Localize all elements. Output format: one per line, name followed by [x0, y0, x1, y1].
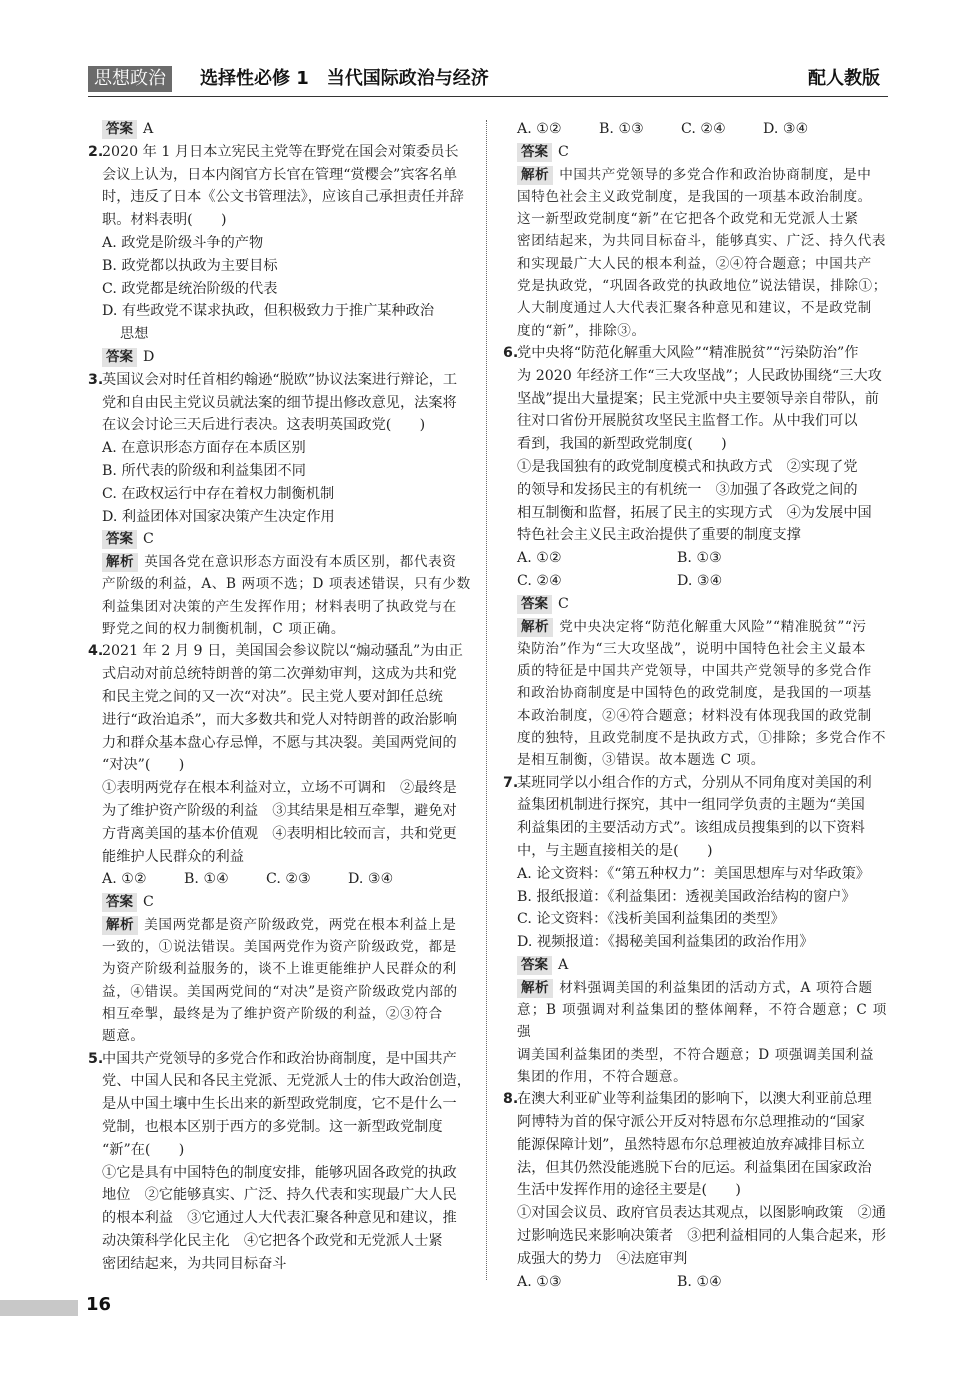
option: C. 论文资料：《浅析美国利益集团的类型》 — [517, 911, 785, 928]
option: B. 政党都以执政为主要目标 — [102, 257, 278, 274]
option: C. 政党都是统治阶级的代表 — [102, 280, 278, 297]
answer-q4: 答案 C — [88, 891, 472, 914]
answer-q3: 答案 C — [88, 528, 472, 551]
answer-q2: 答案 D — [88, 346, 472, 369]
column-divider — [486, 120, 487, 1280]
analysis-q5: 解析 中国共产党领导的多党合作和政治协商制度，是中 国特色社会主义政党制度，是我国的一项基本政治制度。 这一新型政党制度“新”在它把各个政党和无党派人士紧 密团结起来，为共同目标奋斗，能够真实、广泛、持久代表 和实现最广大人民的根本利益，②④符合题意；中国共产 党是执政党，“巩固各政党的执政地位”说法错误，排除①； 人大制度通过人大代表汇聚各种意见和建议，不是政党制 度的“新”，排除③。 — [517, 166, 887, 339]
question-2: 2. 2020 年 1 月日本立宪民主党等在野党在国会对策委员长 会议上认为，日本内阁官方长官在管理“赏樱会”宾客名单 时，违反了日本《公文书管理法》，应该自己承担责任并辞 职。材料表明( ) — [88, 143, 464, 229]
answer-q1: 答案 A — [88, 118, 472, 141]
analysis-q7: 解析 材料强调美国的利益集团的活动方式，A 项符合题 意；B 项强调对利益集团的整体阐释，不符合题意；C 项强 调美国利益集团的类型，不符合题意；D 项强调美国利益 集团的作用，不符合题意。 — [517, 979, 887, 1085]
statements-q6: ①是我国独有的政党制度模式和执政方式 ②实现了党 的领导和发扬民主的有机统一 ③加强了各政党之间的 相互制衡和监督，拓展了民主的实现方式 ④为发展中国 特色社会主义民主政治提供了重要的制度支撑 — [517, 458, 872, 544]
option-continued: 思想 — [120, 326, 149, 343]
options-q5: A. ①② B. ①③ C. ②④ D. ③④ — [517, 121, 809, 137]
right-column — [503, 118, 887, 1293]
option: B. 所代表的阶级和利益集团不同 — [102, 462, 306, 479]
footer-bar — [0, 1300, 78, 1316]
options-q6-row2: C. ②④ D. ③④ — [517, 572, 723, 589]
left-column — [88, 118, 472, 1276]
option: D. 视频报道：《揭秘美国利益集团的政治作用》 — [517, 934, 814, 951]
options-q8: A. ①③ B. ①④ — [517, 1273, 722, 1290]
answer-q6: 答案 C — [503, 593, 887, 616]
question-8: 8. 在澳大利亚矿业等利益集团的影响下，以澳大利亚前总理 阿博特为首的保守派公开反对特恩布尔总理推动的“国家 能源保障计划”，虽然特恩布尔总理被迫放弃减排目标立 法，但其仍然没能逃脱下台的厄运。利益集团在国家政治 生活中发挥作用的途径主要是( ) — [503, 1091, 872, 1199]
subject-badge: 思想政治 — [88, 66, 172, 92]
option: D. 有些政党不谋求执政，但积极致力于推广某种政治 — [102, 303, 435, 320]
analysis-q6: 解析 党中央决定将“防范化解重大风险”“精准脱贫”“污 染防治”作为“三大攻坚战”，说明中国特色社会主义最本 质的特征是中国共产党领导，中国共产党领导的多党合作 和政治协商制度是中国特色的政党制度，是我国的一项基 本政治制度，②④符合题意；材料没有体现我国的政党制 度的独特，且政党制度不是执政方式，①排除；多党合作不 是相互制衡，③错误。故本题选 C 项。 — [517, 618, 887, 769]
option: A. 论文资料：《“第五种权力”：美国思想库与对华政策》 — [517, 865, 870, 882]
book-title: 选择性必修 1 当代国际政治与经济 — [200, 68, 489, 89]
question-6: 6. 党中央将“防范化解重大风险”“精准脱贫”“污染防治”作 为 2020 年经济工作“三大攻坚战”；人民政协围绕“三大攻 坚战”提出大量提案；民主党派中央主要领导亲自带队，前 往对口省份开展脱贫攻坚民主监督工作。从中我们可以 看到，我国的新型政党制度( ) — [503, 344, 882, 453]
question-5: 5. 中国共产党领导的多党合作和政治协商制度，是中国共产 党、中国人民和各民主党派、无党派人士的伟大政治创造， 是从中国土壤中生长出来的新型政党制度，它不是什么一 党制，也根本区别于西方的多党制。这一新型政党制度 “新”在( ) — [88, 1050, 471, 1158]
options-q6-row1: A. ①② B. ①③ — [517, 550, 722, 567]
option: A. 在意识形态方面存在本质区别 — [102, 440, 306, 457]
analysis-q4: 解析 美国两党都是资产阶级政党，两党在根本利益上是 一致的，①说法错误。美国两党作为资产阶级政党，都是 为资产阶级利益服务的，谈不上谁更能维护人民群众的利 益，④错误。美国两党间的“对决”是资产阶级政党内部的 相互牵掣，最终是为了维护资产阶级的利益，②③符合 题意。 — [102, 916, 458, 1045]
statements-q8: ①对国会议员、政府官员表达其观点，以图影响政策 ②通 过影响选民来影响决策者 ③把利益相同的人集合起来，形 成强大的势力 ④法庭审判 — [517, 1205, 886, 1267]
option: D. 利益团体对国家决策产生决定作用 — [102, 508, 335, 525]
edition-label: 配人教版 — [808, 68, 880, 89]
option: B. 报纸报道：《利益集团：透视美国政治结构的窗户》 — [517, 888, 856, 905]
page-header — [88, 66, 888, 97]
statements-q4: ①表明两党存在根本利益对立，立场不可调和 ②最终是 为了维护资产阶级的利益 ③其结果是相互牵掣，避免对 方背离美国的基本价值观 ④表明相比较而言，共和党更 能维护人民群众的利益 — [102, 780, 457, 865]
page-number: 16 — [86, 1294, 112, 1315]
question-4: 4. 2021 年 2 月 9 日，美国国会参议院以“煽动骚乱”为由正 式启动对前总统特朗普的第二次弹劾审判，这成为共和党 和民主党之间的又一次“对决”。民主党人要对卸任总统 进行“政治追杀”，而大多数共和党人对特朗普的政治影响 力和群众基本盘心存忌惮，不愿与其决裂。美国两党间的 “对决”( ) — [88, 643, 463, 774]
options-q4: A. ①② B. ①④ C. ②③ D. ③④ — [102, 871, 394, 888]
analysis-q3: 解析 英国各党在意识形态方面没有本质区别，都代表资 产阶级的利益，A、B 两项不选；D 项表述错误，只有少数 利益集团对决策的产生发挥作用；材料表明了执政党与在 野党之间的权力制衡机制，C 项正确。 — [102, 554, 471, 638]
question-3: 3. 英国议会对时任首相约翰逊“脱欧”协议法案进行辩论，工 党和自由民主党议员就法案的细节提出修改意见，法案将 在议会讨论三天后进行表决。这表明英国政党( ) — [88, 371, 458, 434]
question-7: 7. 某班同学以小组合作的方式，分别从不同角度对美国的利 益集团机制进行探究，其中一组同学负责的主题为“美国 利益集团的主要活动方式”。该组成员搜集到的以下资料 中，与主题直接相关的是( ) — [503, 774, 872, 859]
option: C. 在政权运行中存在着权力制衡机制 — [102, 485, 335, 502]
option: A. 政党是阶级斗争的产物 — [102, 234, 264, 251]
answer-q7: 答案 A — [503, 954, 887, 977]
statements-q5: ①它是具有中国特色的制度安排，能够巩固各政党的执政 地位 ②它能够真实、广泛、持久代表和实现最广大人民 的根本利益 ③它通过人大代表汇聚各种意见和建议，推 动决策科学化民主化 ④它把各个政党和无党派人士紧 密团结起来，为共同目标奋斗 — [102, 1164, 457, 1272]
answer-q5: 答案 C — [503, 141, 887, 164]
